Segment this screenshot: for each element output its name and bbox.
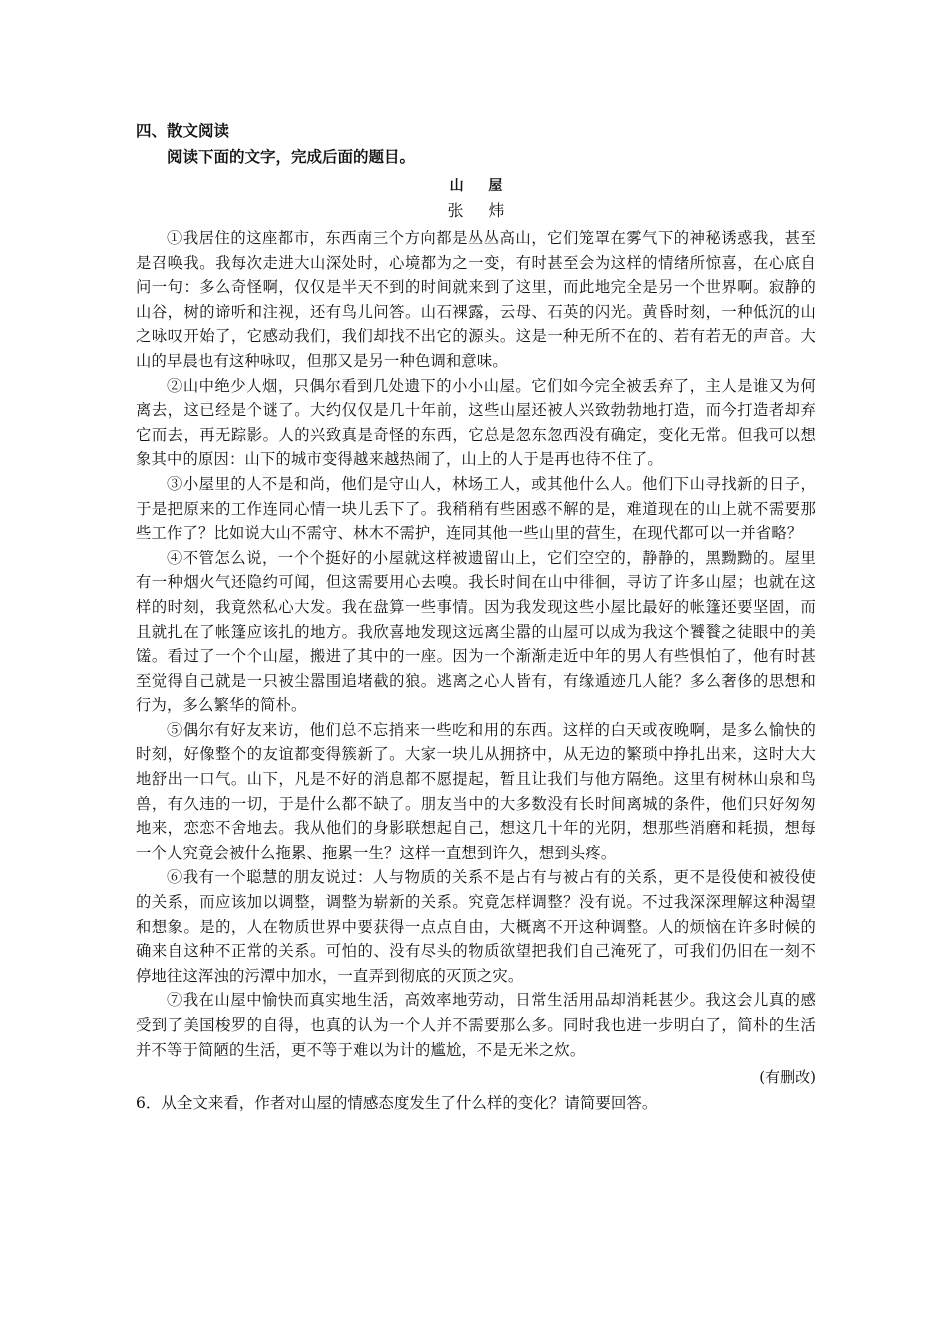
essay-paragraph-7: ⑦我在山屋中愉快而真实地生活，高效率地劳动，日常生活用品却消耗甚少。我这会儿真的感受到了美国梭罗的自得，也真的认为一个人并不需要那么多。同时我也进一步明白了，简朴的生活并不等于简陋的生活，更不等于难以为计的尴尬，不是无米之炊。 <box>136 991 816 1059</box>
essay-paragraph-6: ⑥我有一个聪慧的朋友说过：人与物质的关系不是占有与被占有的关系，更不是役使和被役使的关系，而应该加以调整，调整为崭新的关系。究竟怎样调整？没有说。不过我深深理解这种渴望和想象。是的，人在物质世界中要获得一点点自由，大概离不开这种调整。人的烦恼在许多时候的确来自这种不正常的关系。可怕的、没有尽头的物质欲望把我们自己淹死了，可我们仍旧在一刻不停地往这浑浊的污潭中加水，一直弄到彻底的灭顶之灾。 <box>136 868 816 985</box>
essay-paragraph-3: ③小屋里的人不是和尚，他们是守山人，林场工人，或其他什么人。他们下山寻找新的日子，于是把原来的工作连同心情一块儿丢下了。我稍稍有些困惑不解的是，难道现在的山上就不需要那些工作了？比如说大山不需守、林木不需护，连同其他一些山里的营生，在现代都可以一并省略？ <box>136 474 816 543</box>
essay-paragraph-4: ④不管怎么说，一个个挺好的小屋就这样被遗留山上，它们空空的，静静的，黑黝黝的。屋里有一种烟火气还隐约可闻，但这需要用心去嗅。我长时间在山中徘徊，寻访了许多山屋；也就在这样的时刻，我竟然私心大发。我在盘算一些事情。因为我发现这些小屋比最好的帐篷还要坚固，而且就扎在了帐篷应该扎的地方。我欣喜地发现这远离尘嚣的山屋可以成为我这个饕餮之徒眼中的美馐。看过了一个个山屋，搬进了其中的一座。因为一个渐渐走近中年的男人有些惧怕了，他有时甚至觉得自己就是一只被尘嚣围追堵截的狼。逃离之心人皆有，有缘遁迹几人能？多么奢侈的思想和行为，多么繁华的简朴。 <box>136 548 816 715</box>
question-6: 6．从全文来看，作者对山屋的情感态度发生了什么样的变化？请简要回答。 <box>136 1094 658 1113</box>
source-note: (有删改) <box>759 1068 816 1087</box>
reading-instruction: 阅读下面的文字，完成后面的题目。 <box>167 147 416 166</box>
section-title: 四、散文阅读 <box>136 121 230 140</box>
essay-author: 张 炜 <box>447 201 515 220</box>
essay-paragraph-2: ②山中绝少人烟，只偶尔看到几处遗下的小小山屋。它们如今完全被丢弃了，主人是谁又为何离去，这已经是个谜了。大约仅仅是几十年前，这些山屋还被人兴致勃勃地打造，而今打造者却弃它而去，再无踪影。人的兴致真是奇怪的东西，它总是忽东忽西没有确定，变化无常。但我可以想象其中的原因：山下的城市变得越来越热闹了，山上的人于是再也待不住了。 <box>136 376 816 469</box>
essay-paragraph-1: ①我居住的这座都市，东西南三个方向都是丛丛高山，它们笼罩在雾气下的神秘诱惑我，甚至是召唤我。我每次走进大山深处时，心境都为之一变，有时甚至会为这样的情绪所惊喜，在心底自问一句：多么奇怪啊，仅仅是半天不到的时间就来到了这里，而此地完全是另一个世界啊。寂静的山谷，树的谛听和注视，还有鸟儿问答。山石裸露，云母、石英的闪光。黄昏时刻，一种低沉的山之咏叹开始了，它感动我们，我们却找不出它的源头。这是一种无所不在的、若有若无的声音。大山的早晨也有这种咏叹，但那又是另一种色调和意味。 <box>136 229 816 370</box>
essay-body <box>136 226 816 1062</box>
essay-paragraph-5: ⑤偶尔有好友来访，他们总不忘捎来一些吃和用的东西。这样的白天或夜晚啊，是多么愉快的时刻，好像整个的友谊都变得簇新了。大家一块儿从拥挤中，从无边的繁琐中挣扎出来，这时大大地舒出一口气。山下，凡是不好的消息都不愿提起，暂且让我们与他方隔绝。这里有树林山泉和鸟兽，有久违的一切，于是什么都不缺了。朋友当中的大多数没有长时间离城的条件，他们只好匆匆地来，恋恋不舍地去。我从他们的身影联想起自己，想这几十年的光阴，想那些消磨和耗损，想每一个人究竟会被什么拖累、拖累一生？这样一直想到许久，想到头疼。 <box>136 720 816 862</box>
essay-title: 山 屋 <box>449 178 513 194</box>
